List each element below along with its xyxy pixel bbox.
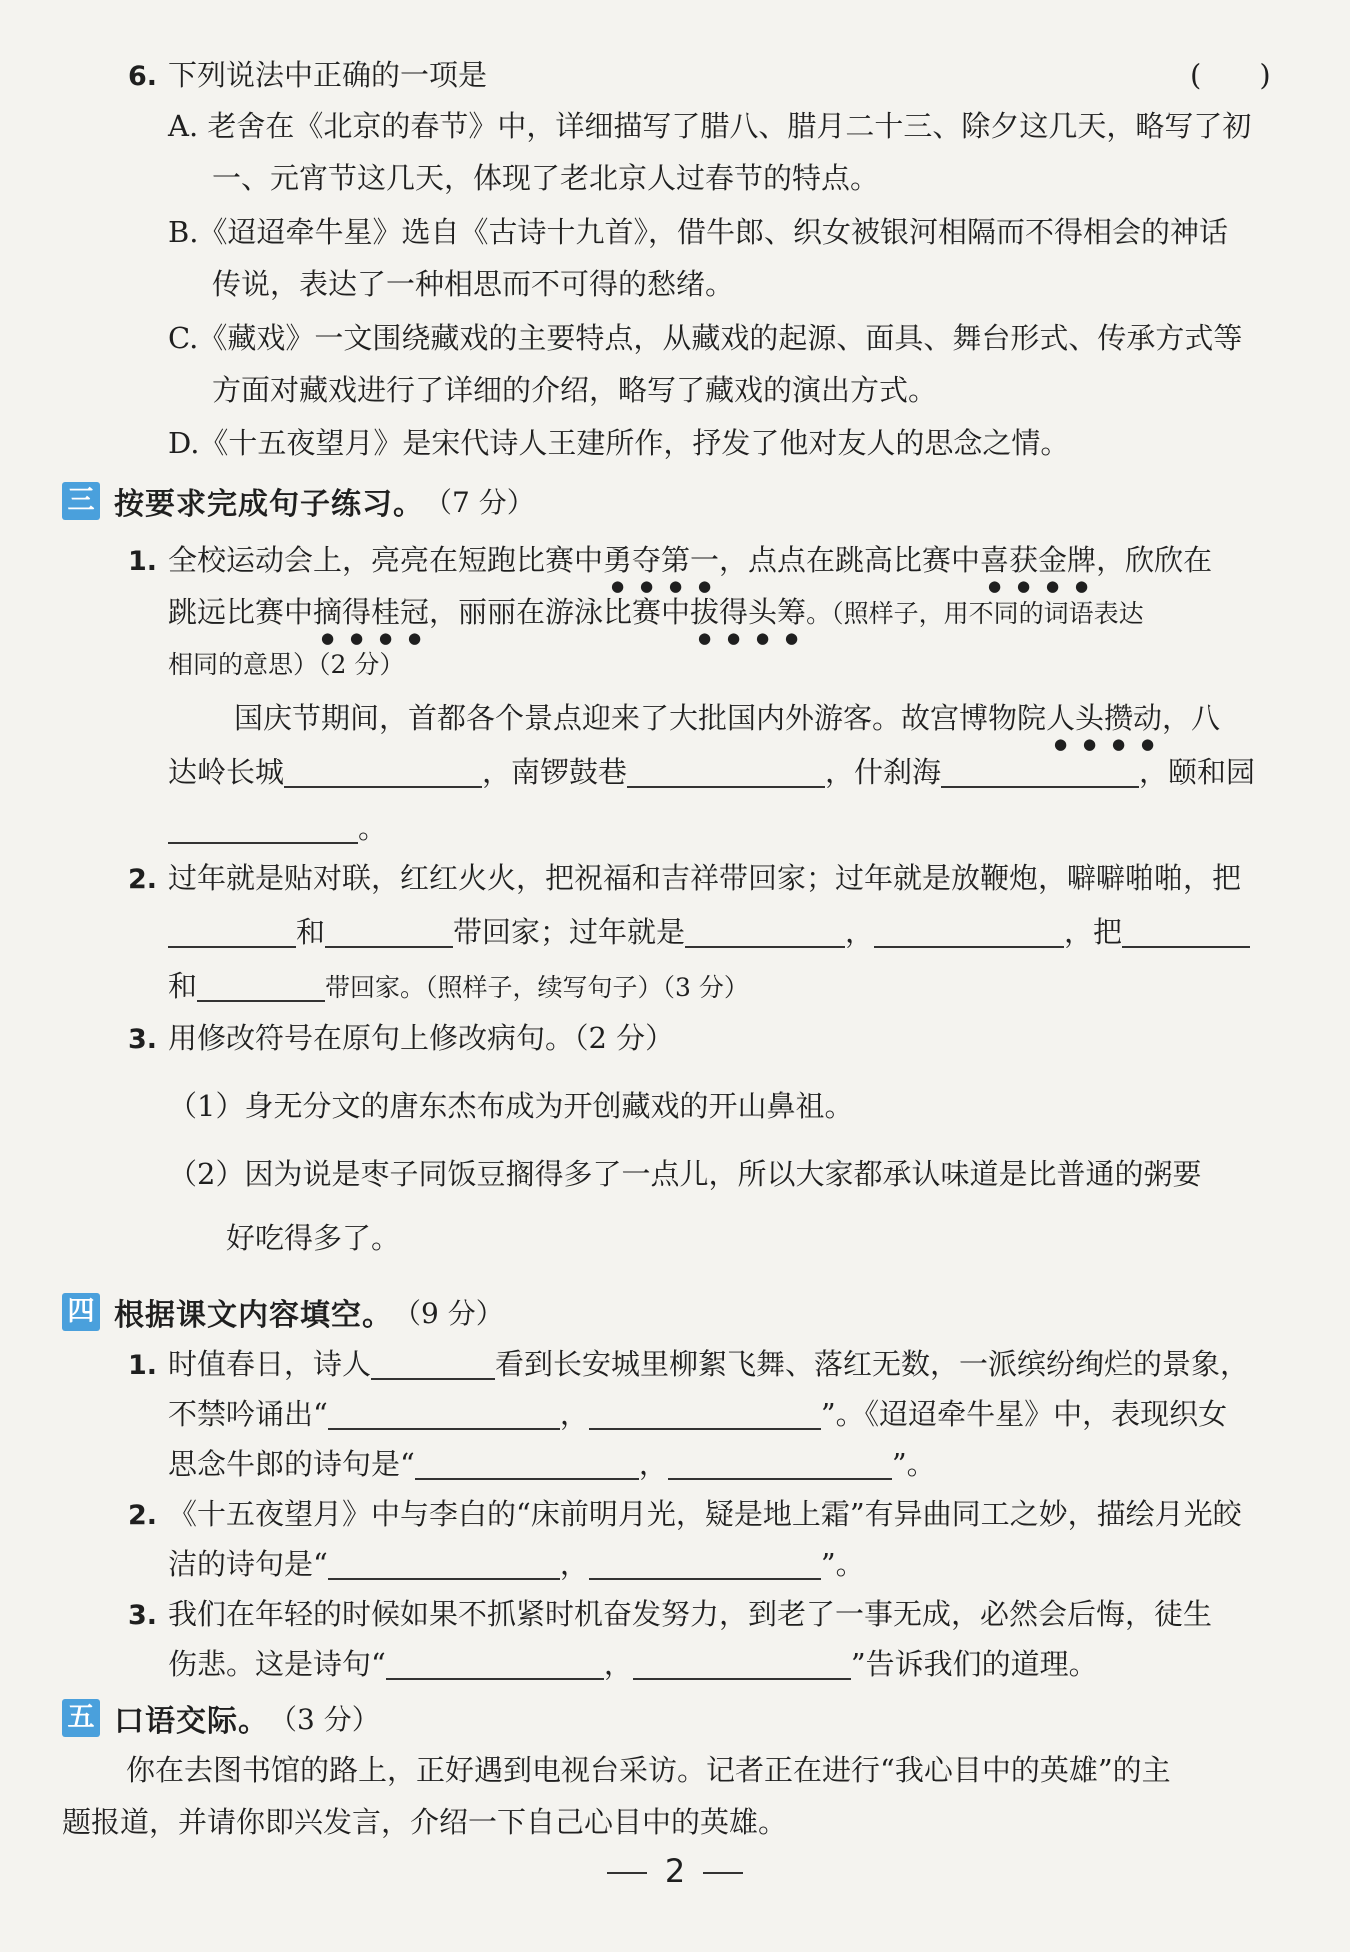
text-segment: 伤悲。这是诗句“ bbox=[168, 1647, 386, 1681]
text-segment: 过年就是贴对联，红红火火，把祝福和吉祥带回家；过年就是放鞭炮，噼噼啪啪，把 bbox=[168, 861, 1242, 895]
s4q1-line2 bbox=[168, 1394, 1227, 1434]
text-segment: ， bbox=[559, 1397, 589, 1431]
s5-prompt-line2: 题报道，并请你即兴发言，介绍一下自己心目中的英雄。 bbox=[62, 1805, 788, 1839]
section-3-title: 按要求完成句子练习。 bbox=[114, 487, 424, 522]
text-segment: ，八 bbox=[1162, 701, 1221, 735]
s3q1-line3: 相同的意思）（2 分） bbox=[168, 650, 405, 679]
section-4-header bbox=[62, 1292, 504, 1332]
answer-blank[interactable] bbox=[415, 1448, 639, 1480]
s3q1-line2 bbox=[168, 592, 1144, 647]
section-3-points: （7 分） bbox=[424, 486, 535, 519]
text-segment: 国庆节期间，首都各个景点迎来了大批国内外游客。故宫博物院 bbox=[234, 701, 1047, 735]
s3q2-line1 bbox=[128, 858, 1241, 900]
text-segment: 。（照样子，用不同的词语表达 bbox=[806, 599, 1144, 628]
q6-stem bbox=[128, 55, 487, 97]
q6-option-b-line1: B.《迢迢牵牛星》选自《古诗十九首》，借牛郎、织女被银河相隔而不得相会的神话 bbox=[168, 215, 1229, 249]
s4q1-line3 bbox=[168, 1444, 936, 1484]
q6-option-a-line2: 一、元宵节这几天，体现了老北京人过春节的特点。 bbox=[212, 161, 880, 195]
section-3-badge: 三 bbox=[62, 482, 100, 520]
page-number bbox=[0, 1852, 1350, 1890]
s3q1-number: 1. bbox=[128, 546, 158, 577]
answer-blank[interactable] bbox=[284, 756, 482, 788]
section-4-badge: 四 bbox=[62, 1293, 100, 1331]
answer-blank[interactable] bbox=[668, 1448, 892, 1480]
answer-blank[interactable] bbox=[685, 916, 845, 948]
text-segment: 达岭长城 bbox=[168, 755, 285, 789]
emphasized-phrase: 人头攒动 bbox=[1046, 701, 1163, 735]
section-5-header bbox=[62, 1698, 380, 1738]
text-segment: ”。 bbox=[820, 1547, 865, 1581]
page-number-dash-right bbox=[703, 1872, 743, 1874]
s4q1-number: 1. bbox=[128, 1350, 158, 1381]
s3q2-number: 2. bbox=[128, 864, 158, 895]
text-segment: 时值春日，诗人 bbox=[168, 1347, 372, 1381]
text-segment: ，点点在跳高比赛中 bbox=[719, 543, 981, 577]
s4q3-line1 bbox=[128, 1594, 1212, 1636]
answer-blank[interactable] bbox=[197, 970, 325, 1002]
s3q3-sentence-1[interactable]: （1）身无分文的唐东杰布成为开创藏戏的开山鼻祖。 bbox=[168, 1089, 854, 1123]
text-segment: 洁的诗句是“ bbox=[168, 1547, 328, 1581]
section-3-header bbox=[62, 481, 535, 521]
s3q3-sentence-2-line1[interactable]: （2）因为说是枣子同饭豆搁得多了一点儿，所以大家都承认味道是比普通的粥要 bbox=[168, 1157, 1202, 1191]
answer-blank[interactable] bbox=[1122, 916, 1250, 948]
page-number-dash-left bbox=[607, 1872, 647, 1874]
s3q3-number: 3. bbox=[128, 1024, 158, 1055]
answer-blank[interactable] bbox=[627, 756, 825, 788]
text-segment: 带回家；过年就是 bbox=[453, 915, 686, 949]
text-segment: 我们在年轻的时候如果不抓紧时机奋发努力，到老了一事无成，必然会后悔，徒生 bbox=[168, 1597, 1213, 1631]
page-number-value: 2 bbox=[664, 1852, 686, 1890]
text-segment: ， bbox=[559, 1547, 589, 1581]
text-segment: 看到长安城里柳絮飞舞、落红无数，一派缤纷绚烂的景象， bbox=[495, 1347, 1250, 1381]
section-4-points: （9 分） bbox=[393, 1297, 504, 1330]
answer-blank[interactable] bbox=[328, 1548, 560, 1580]
section-5-badge: 五 bbox=[62, 1699, 100, 1737]
q6-option-b-line2: 传说，表达了一种相思而不可得的愁绪。 bbox=[212, 267, 735, 301]
q6-option-c-line2: 方面对藏戏进行了详细的介绍，略写了藏戏的演出方式。 bbox=[212, 373, 938, 407]
text-segment: ”。 bbox=[891, 1447, 936, 1481]
text-segment: 全校运动会上，亮亮在短跑比赛中 bbox=[168, 543, 604, 577]
emphasized-phrase: 拔得头筹 bbox=[690, 595, 807, 629]
s4q2-line2 bbox=[168, 1544, 865, 1584]
s3q3-line1 bbox=[128, 1018, 674, 1060]
answer-blank[interactable] bbox=[941, 756, 1139, 788]
q6-option-a-line1: A. 老舍在《北京的春节》中，详细描写了腊八、腊月二十三、除夕这几天，略写了初 bbox=[168, 109, 1252, 143]
emphasized-phrase: 摘得桂冠 bbox=[313, 595, 430, 629]
s3q1-line1 bbox=[128, 540, 1212, 595]
emphasized-phrase: 喜获金牌 bbox=[980, 543, 1097, 577]
text-segment: 带回家。（照样子，续写句子）（3 分） bbox=[325, 973, 749, 1002]
answer-blank[interactable] bbox=[328, 1398, 560, 1430]
text-segment: ，丽丽在游泳比赛中 bbox=[429, 595, 691, 629]
text-segment: 思念牛郎的诗句是“ bbox=[168, 1447, 415, 1481]
answer-blank[interactable] bbox=[168, 812, 358, 844]
q6-option-d-line1: D.《十五夜望月》是宋代诗人王建所作，抒发了他对友人的思念之情。 bbox=[168, 426, 1070, 460]
answer-blank[interactable] bbox=[589, 1548, 821, 1580]
text-segment: ， bbox=[845, 915, 875, 949]
s3q2-line2 bbox=[168, 912, 1250, 952]
answer-blank[interactable] bbox=[874, 916, 1064, 948]
s4q2-line1 bbox=[128, 1494, 1242, 1536]
s3q1-example-line2 bbox=[168, 752, 1255, 792]
s5-prompt-line1: 你在去图书馆的路上，正好遇到电视台采访。记者正在进行“我心目中的英雄”的主 bbox=[126, 1753, 1171, 1787]
s3q1-example-line1 bbox=[234, 698, 1220, 753]
emphasized-phrase: 勇夺第一 bbox=[603, 543, 720, 577]
text-segment: 跳远比赛中 bbox=[168, 595, 314, 629]
s3q2-line3 bbox=[168, 966, 749, 1008]
s4q2-number: 2. bbox=[128, 1500, 158, 1531]
answer-blank[interactable] bbox=[325, 916, 453, 948]
q6-number: 6. bbox=[128, 61, 158, 92]
answer-blank[interactable] bbox=[589, 1398, 821, 1430]
section-4-title: 根据课文内容填空。 bbox=[114, 1298, 393, 1333]
text-segment: 和 bbox=[168, 969, 198, 1003]
answer-blank[interactable] bbox=[633, 1648, 851, 1680]
s4q3-number: 3. bbox=[128, 1600, 158, 1631]
text-segment: 不禁吟诵出“ bbox=[168, 1397, 328, 1431]
text-segment: ”。《迢迢牵牛星》中，表现织女 bbox=[820, 1397, 1228, 1431]
q6-option-c-line1: C.《藏戏》一文围绕藏戏的主要特点，从藏戏的起源、面具、舞台形式、传承方式等 bbox=[168, 321, 1243, 355]
answer-blank[interactable] bbox=[168, 916, 296, 948]
text-segment: 用修改符号在原句上修改病句。（2 分） bbox=[168, 1021, 675, 1055]
text-segment: ，欣欣在 bbox=[1096, 543, 1213, 577]
s4q1-line1 bbox=[128, 1344, 1249, 1386]
q6-answer-parens: ( ) bbox=[1190, 58, 1271, 92]
q6-stem-text: 下列说法中正确的一项是 bbox=[168, 58, 488, 92]
text-segment: ，南锣鼓巷 bbox=[482, 755, 628, 789]
text-segment: ，把 bbox=[1064, 915, 1123, 949]
answer-blank[interactable] bbox=[386, 1648, 604, 1680]
section-5-points: （3 分） bbox=[269, 1703, 380, 1736]
section-5-title: 口语交际。 bbox=[114, 1704, 269, 1739]
text-segment: ，颐和园 bbox=[1139, 755, 1256, 789]
text-segment: ，什刹海 bbox=[825, 755, 942, 789]
answer-blank[interactable] bbox=[371, 1348, 495, 1380]
s3q3-sentence-2-line2[interactable]: 好吃得多了。 bbox=[226, 1221, 401, 1255]
text-segment: ， bbox=[603, 1647, 633, 1681]
text-segment: 。 bbox=[358, 811, 388, 845]
s3q1-example-line3 bbox=[168, 808, 387, 848]
text-segment: ”告诉我们的道理。 bbox=[850, 1647, 1098, 1681]
text-segment: 《十五夜望月》中与李白的“床前明月光，疑是地上霜”有异曲同工之妙，描绘月光皎 bbox=[168, 1497, 1242, 1531]
s4q3-line2 bbox=[168, 1644, 1098, 1684]
text-segment: 和 bbox=[296, 915, 326, 949]
text-segment: ， bbox=[638, 1447, 668, 1481]
